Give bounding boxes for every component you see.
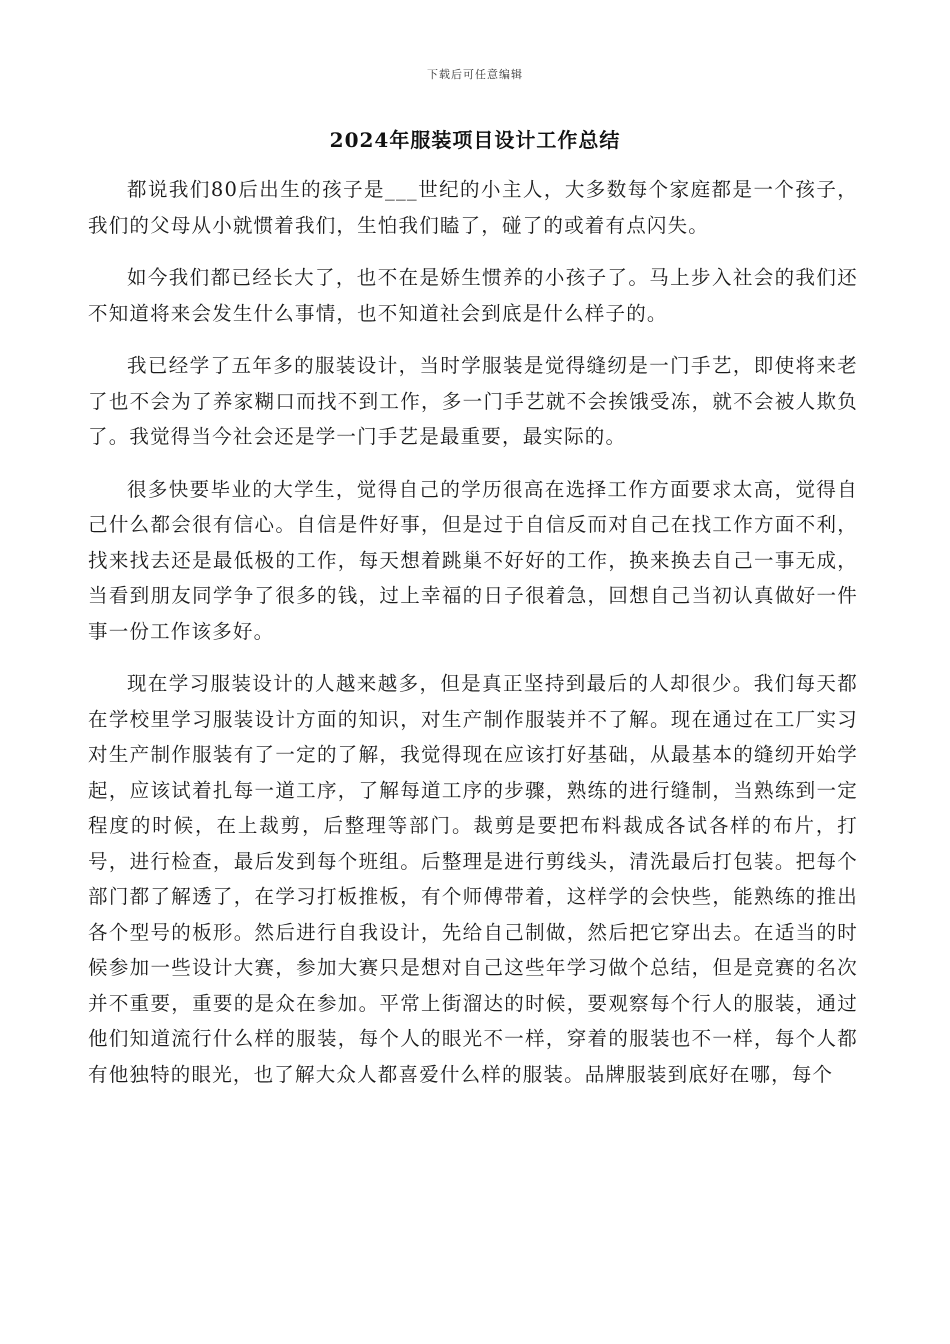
paragraph-2: 如今我们都已经长大了，也不在是娇生惯养的小孩子了。马上步入社会的我们还不知道将来会发生什么事情，也不知道社会到底是什么样子的。 bbox=[88, 266, 858, 325]
paragraph-5: 现在学习服装设计的人越来越多，但是真正坚持到最后的人却很少。我们每天都在学校里学习服装设计方面的知识，对生产制作服装并不了解。现在通过在工厂实习对生产制作服装有了一定的了解，我觉得现在应该打好基础，从最基本的缝纫开始学起，应该试着扎每一道工序，了解每道工序的步骤，熟练的进行缝制，当熟练到一定程度的时候，在上裁剪，后整理等部门。裁剪是要把布料裁成各试各样的布片，打号，进行检查，最后发到每个班组。后整理是进行剪线头，清洗最后打包装。把每个部门都了解透了，在学习打板推板，有个师傅带着，这样学的会快些，能熟练的推出各个型号的板形。然后进行自我设计，先给自己制做，然后把它穿出去。在适当的时候参加一些设计大赛，参加大赛只是想对自己这些年学习做个总结，但是竞赛的名次并不重要，重要的是众在参加。平常上街溜达的时候，要观察每个行人的服装，通过他们知道流行什么样的服装，每个人的眼光不一样，穿着的服装也不一样，每个人都有他独特的眼光，也了解大众人都喜爱什么样的服装。品牌服装到底好在哪，每个 bbox=[88, 672, 858, 1086]
paragraph-4: 很多快要毕业的大学生，觉得自己的学历很高在选择工作方面要求太高，觉得自己什么都会很有信心。自信是件好事，但是过于自信反而对自己在找工作方面不利，找来找去还是最低极的工作，每天想着跳巢不好好的工作，换来换去自己一事无成，当看到朋友同学争了很多的钱，过上幸福的日子很着急，回想自己当初认真做好一件事一份工作该多好。 bbox=[88, 477, 858, 643]
header-note: 下载后可任意编辑 bbox=[427, 68, 523, 81]
document-title: 2024年服装项目设计工作总结 bbox=[329, 128, 621, 152]
paragraph-3: 我已经学了五年多的服装设计，当时学服装是觉得缝纫是一门手艺，即使将来老了也不会为了养家糊口而找不到工作，多一门手艺就不会挨饿受冻，就不会被人欺负了。我觉得当今社会还是学一门手艺是最重要，最实际的。 bbox=[88, 354, 858, 448]
document-body bbox=[88, 172, 858, 1109]
paragraph-1: 都说我们80后出生的孩子是___世纪的小主人，大多数每个家庭都是一个孩子，我们的父母从小就惯着我们，生怕我们瞌了，碰了的或着有点闪失。 bbox=[88, 178, 858, 237]
